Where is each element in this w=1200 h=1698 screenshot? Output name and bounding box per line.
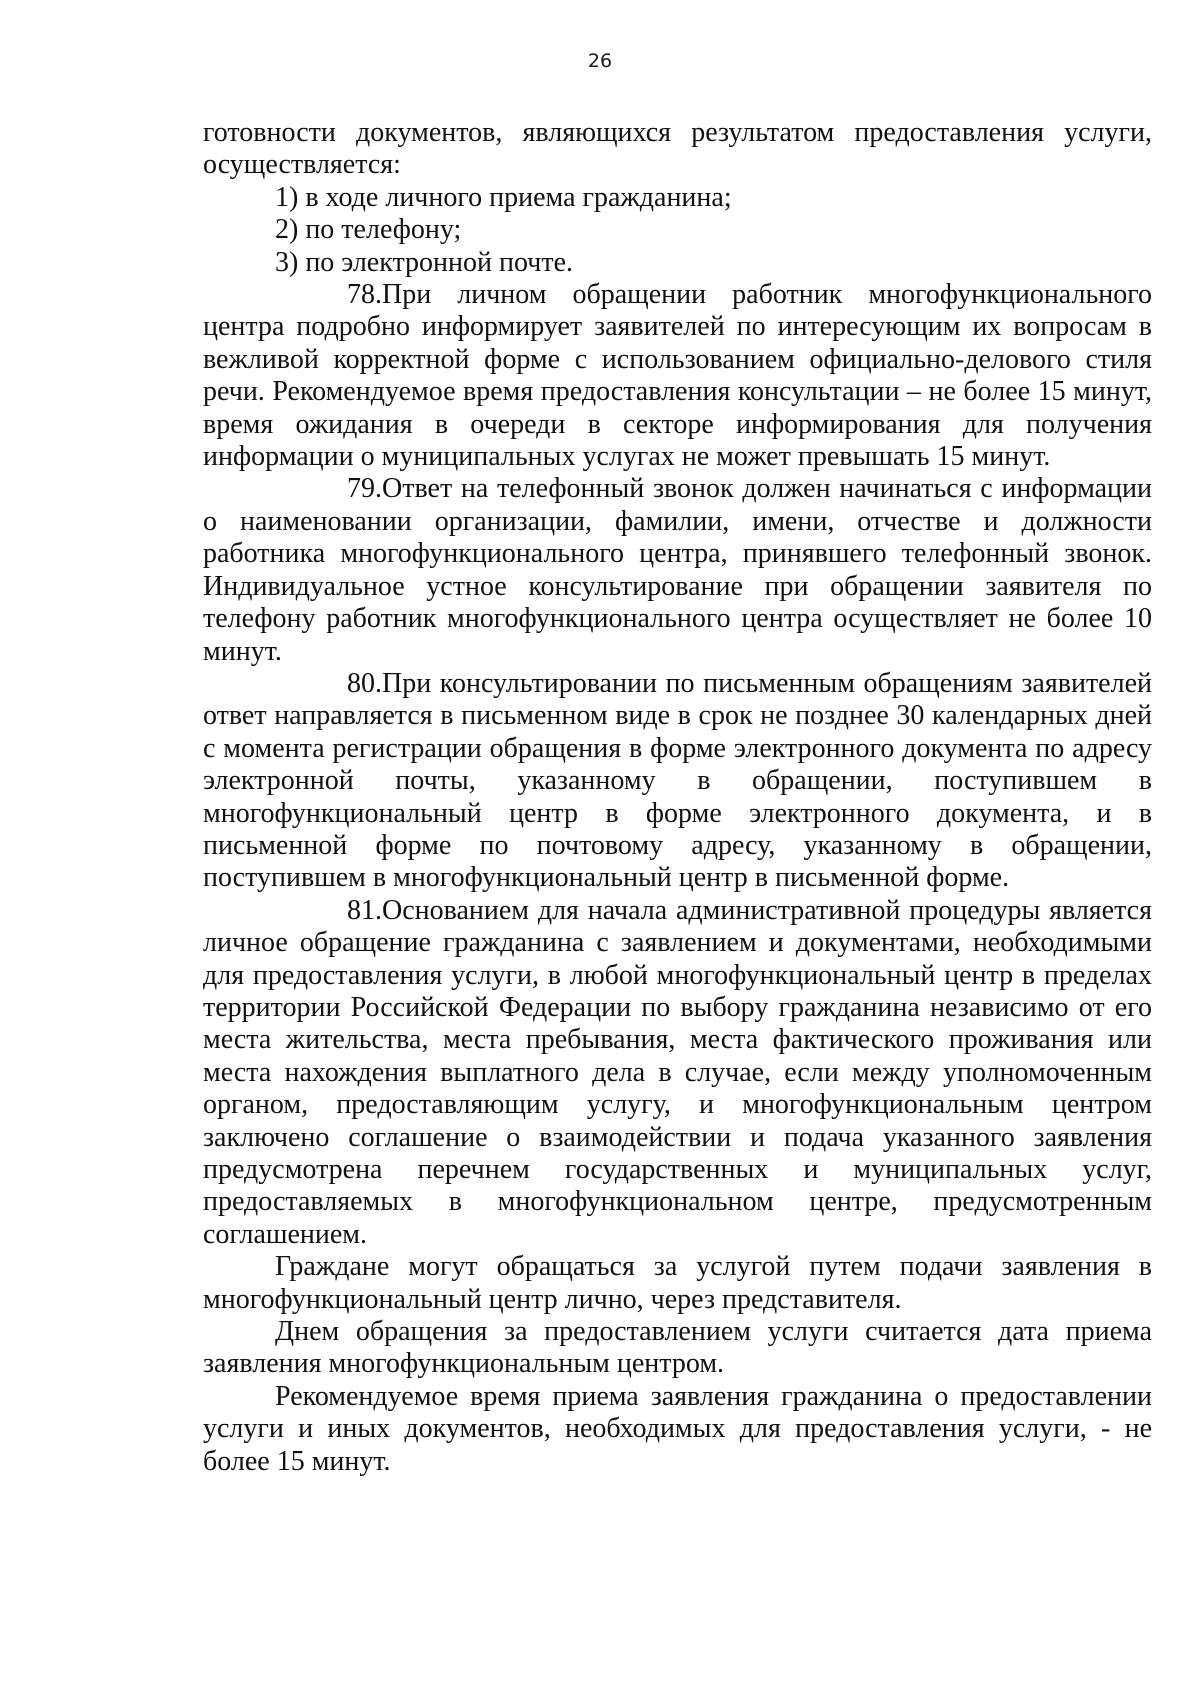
document-body — [203, 117, 1152, 1478]
list-item-2: 2) по телефону; — [275, 214, 462, 246]
paragraph-application-date: Днем обращения за предоставлением услуги считается дата приема заявления многофункциональным центром. — [203, 1316, 1152, 1380]
list-item-3: 3) по электронной почте. — [275, 246, 573, 278]
clause-81 — [203, 895, 1152, 1251]
paragraph-continuation: готовности документов, являющихся результатом предоставления услуги, осуществляется: — [203, 117, 1152, 181]
list-item-1: 1) в ходе личного приема гражданина; — [275, 181, 732, 213]
clause-78-text: При личном обращении работник многофункционального центра подробно информирует заявителей по интересующим их вопросам в вежливой корректной форме с использованием официально-делового стиля речи. Рекомендуемое время предоставления консультации – не более 15 минут, время ожидания в очереди в секторе информирования для получения информации о муниципальных услугах не может превышать 15 минут. — [203, 279, 1152, 473]
clause-78 — [203, 279, 1152, 473]
paragraph-recommended-time: Рекомендуемое время приема заявления гражданина о предоставлении услуги и иных документов, необходимых для предоставления услуги, - не более 15 минут. — [203, 1380, 1152, 1477]
clause-79-text: Ответ на телефонный звонок должен начинаться с информации о наименовании организации, фамилии, имени, отчестве и должности работника многофункционального центра, принявшего телефонный звонок. Индивидуальное устное консультирование при обращении заявителя по телефону работник многофункционального центра осуществляет не более 10 минут. — [203, 473, 1152, 667]
clause-78-number: 78. — [347, 279, 382, 311]
clause-80 — [203, 668, 1152, 895]
paragraph-citizens-apply: Граждане могут обращаться за услугой путем подачи заявления в многофункциональный центр лично, через представителя. — [203, 1251, 1152, 1315]
clause-79 — [203, 473, 1152, 667]
clause-81-number: 81. — [347, 894, 382, 926]
clause-79-number: 79. — [347, 473, 382, 505]
clause-80-text: При консультировании по письменным обращениям заявителей ответ направляется в письменном виде в срок не позднее 30 календарных дней с момента регистрации обращения в форме электронного документа по адресу электронной почты, указанному в обращении, поступившем в многофункциональный центр в форме электронного документа, и в письменной форме по почтовому адресу, указанному в обращении, поступившем в многофункциональный центр в письменной форме. — [203, 667, 1152, 894]
page-number: 26 — [587, 50, 613, 72]
clause-81-text: Основанием для начала административной процедуры является личное обращение гражданина с заявлением и документами, необходимыми для предоставления услуги, в любой многофункциональный центр в пределах территории Российской Федерации по выбору гражданина независимо от его места жительства, места пребывания, места фактического проживания или места нахождения выплатного дела в случае, если между уполномоченным органом, предоставляющим услугу, и многофункциональным центром заключено соглашение о взаимодействии и подача указанного заявления предусмотрена перечнем государственных и муниципальных услуг, предоставляемых в многофункциональном центре, предусмотренным соглашением. — [203, 894, 1152, 1250]
clause-80-number: 80. — [347, 667, 382, 699]
